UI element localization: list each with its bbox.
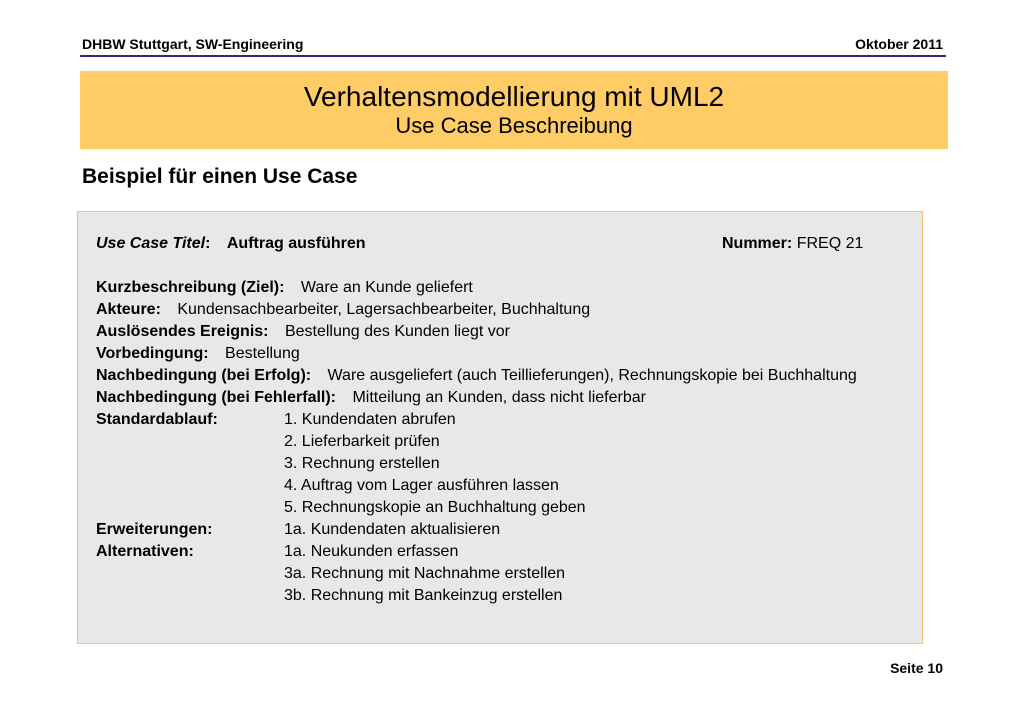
slide-title-box	[80, 71, 948, 149]
slide-subtitle: Use Case Beschreibung	[395, 113, 633, 138]
nachbedingung-fehler-value: Mitteilung an Kunden, dass nicht lieferbar	[352, 389, 646, 406]
akteure-row	[96, 299, 906, 321]
use-case-number	[722, 233, 863, 255]
use-case-box	[77, 211, 923, 644]
kurzbeschreibung-row	[96, 277, 906, 299]
spacer-row	[96, 255, 906, 277]
standardablauf-step: 5. Rechnungskopie an Buchhaltung geben	[284, 499, 586, 516]
akteure-value: Kundensachbearbeiter, Lagersachbearbeiter, Buchhaltung	[177, 301, 591, 318]
kurzbeschreibung-value: Ware an Kunde geliefert	[300, 279, 473, 296]
erweiterungen-label: Erweiterungen:	[96, 521, 213, 538]
standardablauf-label: Standardablauf:	[96, 411, 218, 428]
use-case-title-colon: :	[205, 235, 211, 252]
ereignis-value: Bestellung des Kunden liegt vor	[284, 323, 510, 340]
alternativen-step: 1a. Neukunden erfassen	[284, 543, 459, 560]
ereignis-row	[96, 321, 906, 343]
nachbedingung-erfolg-value: Ware ausgeliefert (auch Teillieferungen), Rechnungskopie bei Buchhaltung	[327, 367, 857, 384]
number-value: FREQ 21	[796, 235, 864, 252]
standardablauf-step: 1. Kundendaten abrufen	[284, 411, 456, 428]
nachbedingung-erfolg-row	[96, 365, 906, 387]
header-rule	[80, 55, 946, 57]
nachbedingung-fehler-label: Nachbedingung (bei Fehlerfall):	[96, 389, 337, 406]
use-case-title-row	[96, 233, 906, 255]
standardablauf-row	[96, 409, 906, 431]
use-case-title-value: Auftrag ausführen	[226, 235, 366, 252]
number-label: Nummer:	[722, 235, 793, 252]
use-case-title-label: Use Case Titel	[96, 235, 206, 252]
alternativen-step: 3a. Rechnung mit Nachnahme erstellen	[284, 565, 566, 582]
page-number: Seite 10	[890, 660, 943, 676]
alternativen-step: 3b. Rechnung mit Bankeinzug erstellen	[284, 587, 563, 604]
akteure-label: Akteure:	[96, 301, 161, 318]
nachbedingung-fehler-row	[96, 387, 906, 409]
erweiterungen-row	[96, 519, 906, 541]
header-date: Oktober 2011	[855, 36, 943, 52]
alternativen-label: Alternativen:	[96, 543, 194, 560]
vorbedingung-row	[96, 343, 906, 365]
standardablauf-step: 4. Auftrag vom Lager ausführen lassen	[284, 477, 559, 494]
vorbedingung-value: Bestellung	[225, 345, 300, 362]
alternativen-row	[96, 541, 906, 563]
kurzbeschreibung-label: Kurzbeschreibung (Ziel):	[96, 279, 285, 296]
use-case-content	[96, 233, 906, 607]
vorbedingung-label: Vorbedingung:	[96, 345, 209, 362]
erweiterungen-step: 1a. Kundendaten aktualisieren	[284, 521, 501, 538]
slide-title: Verhaltensmodellierung mit UML2	[303, 81, 725, 112]
standardablauf-step: 3. Rechnung erstellen	[284, 455, 440, 472]
section-heading: Beispiel für einen Use Case	[82, 165, 358, 188]
nachbedingung-erfolg-label: Nachbedingung (bei Erfolg):	[96, 367, 312, 384]
standardablauf-step: 2. Lieferbarkeit prüfen	[284, 433, 440, 450]
header-organization: DHBW Stuttgart, SW-Engineering	[82, 36, 304, 52]
ereignis-label: Auslösendes Ereignis:	[96, 323, 269, 340]
